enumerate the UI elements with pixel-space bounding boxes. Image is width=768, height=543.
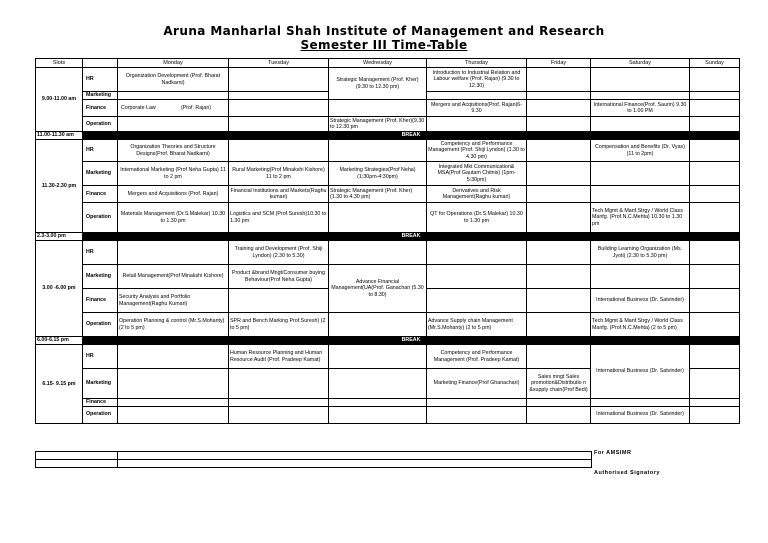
break-row	[36, 337, 740, 345]
col-slots: Slots	[36, 59, 83, 68]
empty-cell	[527, 162, 591, 186]
empty-cell	[690, 162, 740, 186]
dept-label: Finance	[83, 100, 118, 117]
empty-cell	[527, 345, 591, 369]
dept-label: HR	[83, 241, 118, 265]
empty-cell	[690, 117, 740, 132]
class-cell: Tech.Mgmt & Manf.Strgy / World Class Manfg. (Prof.N.C.Mehta) 10.30 to 1.30 pm	[591, 203, 690, 233]
empty-cell	[229, 100, 329, 117]
table-row	[36, 68, 740, 92]
dept-label: HR	[83, 68, 118, 92]
empty-cell	[527, 289, 591, 313]
table-row	[36, 460, 592, 468]
empty-cell	[527, 140, 591, 162]
dept-label: Operation	[83, 203, 118, 233]
empty-cell	[329, 241, 427, 265]
dept-label: HR	[83, 345, 118, 369]
class-cell: Training and Development (Prof. Shiji Lyndon) (2.30 to 5.30)	[229, 241, 329, 265]
empty-cell	[527, 117, 591, 132]
table-row	[36, 345, 740, 369]
break-time: 2.3-3.00 pm	[36, 233, 83, 241]
break-row	[36, 233, 740, 241]
class-cell: Mergers and Acqisitions(Prof. Rajan)6-9.30	[427, 100, 527, 117]
class-cell: International Business (Dr. Satvinder)	[591, 345, 690, 399]
class-cell	[118, 100, 229, 117]
empty-cell	[427, 406, 527, 423]
empty-cell	[118, 92, 229, 100]
empty-cell	[690, 289, 740, 313]
class-cell: Product &brand Mngt/Consumer buying Behaviour(Prof Neha Gupta)	[229, 265, 329, 289]
empty-cell	[527, 100, 591, 117]
timetable-subtitle: Semester III Time-Table	[300, 38, 468, 52]
empty-cell	[229, 399, 329, 407]
col-thursday: Thursday	[427, 59, 527, 68]
authorised-signatory-label: Authorised Signatory	[594, 470, 660, 476]
table-row	[36, 186, 740, 203]
class-cell: Competency and Performance Management (Prof. Pradeep Kamat)	[427, 345, 527, 369]
table-row	[36, 241, 740, 265]
class-cell: Retail Management(Prof Minakshi Kishore)	[118, 265, 229, 289]
dept-label: Operation	[83, 313, 118, 337]
empty-cell	[118, 452, 592, 460]
empty-cell	[427, 399, 527, 407]
empty-cell	[690, 265, 740, 289]
dept-label: Operation	[83, 117, 118, 132]
dept-label: Finance	[83, 289, 118, 313]
empty-cell	[229, 369, 329, 399]
empty-cell	[118, 369, 229, 399]
break-label: BREAK	[83, 337, 740, 345]
empty-cell	[329, 399, 427, 407]
empty-cell	[690, 68, 740, 92]
empty-cell	[36, 452, 118, 460]
empty-cell	[527, 313, 591, 337]
empty-cell	[527, 241, 591, 265]
slot-label: 11.30-2.30 pm	[36, 140, 83, 233]
footer-grid	[35, 451, 592, 468]
dept-label: Marketing	[83, 369, 118, 399]
table-row	[36, 117, 740, 132]
empty-cell	[229, 92, 329, 100]
empty-cell	[591, 162, 690, 186]
empty-cell	[690, 399, 740, 407]
class-cell: Operation Planning & control (Mr.S.Mohanty) (2 to 5 pm)	[118, 313, 229, 337]
timetable	[35, 58, 740, 424]
empty-cell	[690, 369, 740, 399]
class-cell: Mergers and Acquisitions (Prof. Rajan)	[118, 186, 229, 203]
class-cell: International Business (Dr. Satvinder)	[591, 406, 690, 423]
class-cell: Derivatives and Risk Management(Raghu kumari)	[427, 186, 527, 203]
dept-label: Finance	[83, 186, 118, 203]
empty-cell	[427, 265, 527, 289]
empty-cell	[427, 117, 527, 132]
table-row	[36, 162, 740, 186]
table-row	[36, 203, 740, 233]
class-cell: Strategic Management (Prof. Kher) (1.30 to 4.30 pm)	[329, 186, 427, 203]
empty-cell	[527, 68, 591, 92]
table-row	[36, 313, 740, 337]
class-cell: QT for Operations (Dr.S.Malekar) 10.30 to 1.30 pm	[427, 203, 527, 233]
empty-cell	[118, 241, 229, 265]
break-label: BREAK	[83, 233, 740, 241]
empty-cell	[591, 265, 690, 289]
empty-cell	[690, 241, 740, 265]
class-cell: Strategic Management (Prof. Kher) (9.30 to 12.30 pm)	[329, 68, 427, 100]
col-sunday: Sunday	[690, 59, 740, 68]
empty-cell	[527, 406, 591, 423]
class-cell: Materials Management (Dr.S.Malekar) 10.30 to 1.30 pm	[118, 203, 229, 233]
class-cell: Tech.Mgmt & Manf.Strgy / World Class Manfg. (Prof.N.C.Mehta) (2 to 5 pm)	[591, 313, 690, 337]
class-cell: Advance Financial Management(UA(Prof. Ganachari (5.30 to 8.30)	[329, 265, 427, 313]
class-cell: Security Analysis and Portfolio Management(Raghu Kumari)	[118, 289, 229, 313]
empty-cell	[690, 203, 740, 233]
empty-cell	[329, 406, 427, 423]
for-amsimr-label: For AMSIMR	[594, 450, 632, 456]
empty-cell	[591, 92, 690, 100]
class-cell: Advance Supply chain Management (Mr.S.Mohanty) (2 to 5 pm)	[427, 313, 527, 337]
table-row	[36, 100, 740, 117]
empty-cell	[591, 68, 690, 92]
empty-cell	[329, 369, 427, 399]
empty-cell	[527, 265, 591, 289]
empty-cell	[690, 313, 740, 337]
dept-label: Marketing	[83, 162, 118, 186]
class-cell: Compensation and Benefits (Dr. Vyas) (11 to 2pm)	[591, 140, 690, 162]
empty-cell	[690, 92, 740, 100]
col-monday: Monday	[118, 59, 229, 68]
empty-cell	[527, 92, 591, 100]
empty-cell	[527, 203, 591, 233]
empty-cell	[229, 289, 329, 313]
empty-cell	[591, 399, 690, 407]
table-row	[36, 406, 740, 423]
col-dept	[83, 59, 118, 68]
dept-label: Marketing	[83, 265, 118, 289]
empty-cell	[427, 289, 527, 313]
empty-cell	[118, 399, 229, 407]
table-row	[36, 265, 740, 289]
col-wednesday: Wednesday	[329, 59, 427, 68]
professor-name: (Prof. Rajan)	[181, 104, 212, 111]
dept-label: Finance	[83, 399, 118, 407]
class-cell: International Finance(Prof. Saurin) 9.30 to 1.00 PM	[591, 100, 690, 117]
class-cell: Financial Institutions and Markets(Raghu kumari)	[229, 186, 329, 203]
empty-cell	[229, 406, 329, 423]
dept-label: Marketing	[83, 92, 118, 100]
class-cell: Marketing Strategies(Prof Neha) (1:30pm-4:30pm)	[329, 162, 427, 186]
col-friday: Friday	[527, 59, 591, 68]
class-cell: SPR and Bench Marking Prof.Suresh) (2 to 5 pm)	[229, 313, 329, 337]
empty-cell	[527, 186, 591, 203]
empty-cell	[36, 460, 118, 468]
slot-label: 6.15- 9.15 pm	[36, 345, 83, 424]
class-cell: Competency and Performance Management (Prof. Shiji Lyndon) (1.30 to 4.30 pm)	[428, 140, 525, 160]
slot-label: 3.00 -6.00 pm	[36, 241, 83, 337]
empty-cell	[118, 117, 229, 132]
class-cell: Logistics and SCM (Prof.Suresh)10.30 to 1.30 pm	[229, 203, 329, 233]
table-row	[36, 399, 740, 407]
empty-cell	[118, 460, 592, 468]
class-cell: Introduction to Industrial Relation and Labour welfare (Prof. Rajan) (9.30 to 12.30)	[427, 68, 527, 92]
empty-cell	[591, 117, 690, 132]
table-row	[36, 452, 592, 460]
class-cell: Organization Development (Prof. Bharat Nadkarni)	[118, 68, 229, 92]
empty-cell	[229, 68, 329, 92]
empty-cell	[118, 406, 229, 423]
class-cell: Rural Marketing(Prof Minakshi Kishore) 11 to 2 pm	[229, 162, 329, 186]
table-row	[36, 140, 740, 162]
class-cell: Marketing Finance(Prof Ghanachari)	[427, 369, 527, 399]
empty-cell	[229, 140, 329, 162]
header-row	[36, 59, 740, 68]
empty-cell	[329, 345, 427, 369]
class-cell: Building Learning Organization (Ms. Jyoti) (2.30 to 5.30 pm)	[591, 241, 690, 265]
class-cell: Integrated Mkt Communication& MSA(Prof Gautam Chitnis) (1pm-5:30pm)	[427, 162, 527, 186]
break-time: 6.00-6.15 pm	[36, 337, 83, 345]
class-cell: Human Resource Planning and Human Resource Audit (Prof. Pradeep Kamat)	[229, 345, 329, 369]
slot-label: 9.00-11.00 am	[36, 68, 83, 132]
break-row	[36, 132, 740, 140]
empty-cell	[690, 345, 740, 369]
class-cell: Organization Theories and Structure Designs(Prof. Bharat Nadkarni)	[118, 140, 229, 162]
break-label: BREAK	[83, 132, 740, 140]
empty-cell	[427, 241, 527, 265]
dept-label: HR	[83, 140, 118, 162]
dept-label: Operation	[83, 406, 118, 423]
empty-cell	[527, 399, 591, 407]
class-cell: International Business (Dr. Satvinder)	[591, 289, 690, 313]
course-name: Corporate Law	[121, 104, 156, 111]
empty-cell	[329, 313, 427, 337]
empty-cell	[329, 203, 427, 233]
empty-cell	[329, 100, 427, 117]
empty-cell	[690, 406, 740, 423]
empty-cell	[229, 117, 329, 132]
empty-cell	[690, 186, 740, 203]
empty-cell	[118, 345, 229, 369]
class-cell: Sales mngt Sales promotion&Distributio n &supply chain(Prof Bedi)	[527, 369, 591, 399]
break-time: 11.00-11.30 am	[36, 132, 83, 140]
class-cell: Strategic Management (Prof. Kher)(9.30 to 12.30 pm	[329, 117, 427, 132]
class-cell: International Marketing (Prof Neha Gupta) 11 to 2 pm	[118, 162, 229, 186]
institute-title: Aruna Manharlal Shah Institute of Management and Research	[163, 24, 605, 38]
empty-cell	[329, 140, 427, 162]
empty-cell	[591, 186, 690, 203]
empty-cell	[690, 140, 740, 162]
col-tuesday: Tuesday	[229, 59, 329, 68]
empty-cell	[690, 100, 740, 117]
col-saturday: Saturday	[591, 59, 690, 68]
empty-cell	[427, 92, 527, 100]
